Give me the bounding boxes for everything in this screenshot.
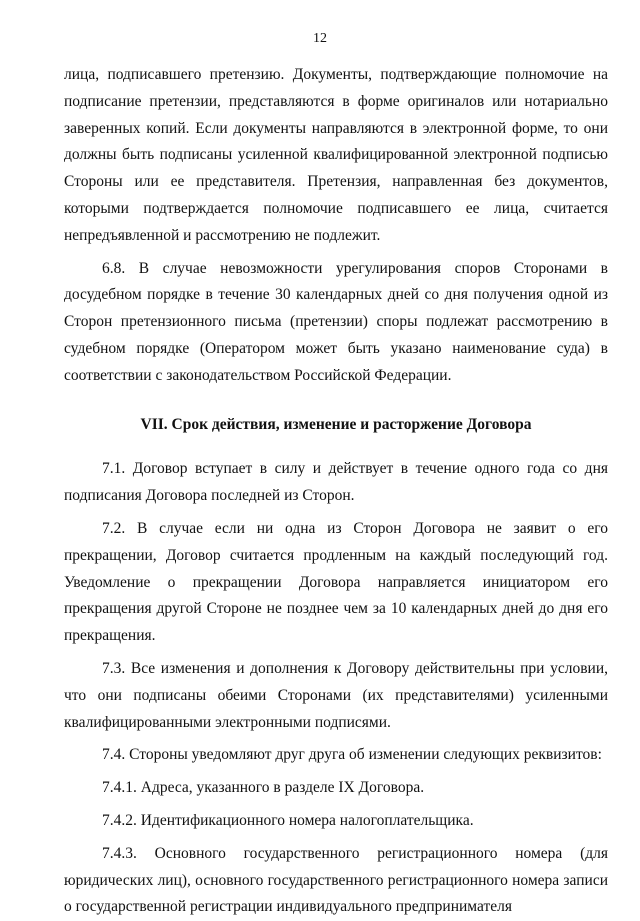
section-heading-vii: VII. Срок действия, изменение и расторжение Договора <box>140 415 532 433</box>
paragraph-6-8: 6.8. В случае невозможности урегулирования споров Сторонами в досудебном порядке в течение 30 календарных дней со дня получения одной из Сторон претензионного письма (претензии) споры подлежат рассмотрению в судебном порядке (Оператором может быть указано наименование суда) в соответствии с законодательством Российской Федерации. <box>64 259 608 384</box>
paragraph-7-4-2: 7.4.2. Идентификационного номера налогоплательщика. <box>102 811 474 829</box>
document-body <box>64 62 608 921</box>
paragraph-continuation: лица, подписавшего претензию. Документы, подтверждающие полномочие на подписание претензии, представляются в форме оригиналов или нотариально заверенных копий. Если документы направляются в электронной форме, то они должны быть подписаны усиленной квалифицированной электронной подписью Стороны или ее представителя. Претензия, направленная без документов, которыми подтверждается полномочие подписавшего ее лица, считается непредъявленной и рассмотрению не подлежит. <box>64 66 608 244</box>
paragraph-7-1: 7.1. Договор вступает в силу и действует в течение одного года со дня подписания Договора последней из Сторон. <box>64 460 608 505</box>
paragraph-7-4: 7.4. Стороны уведомляют друг друга об изменении следующих реквизитов: <box>102 746 602 764</box>
paragraph-7-3: 7.3. Все изменения и дополнения к Договору действительны при условии, что они подписаны обеими Сторонами (их представителями) усиленными квалифицированными электронными подписями. <box>64 659 608 731</box>
paragraph-7-2: 7.2. В случае если ни одна из Сторон Договора не заявит о его прекращении, Договор считается продленным на каждый последующий год. Уведомление о прекращении Договора направляется инициатором его прекращения другой Стороне не позднее чем за 10 календарных дней до дня его прекращения. <box>64 519 608 645</box>
page-number: 12 <box>313 31 327 46</box>
paragraph-7-4-3: 7.4.3. Основного государственного регистрационного номера (для юридических лиц), основного государственного регистрационного номера записи о государственной регистрации индивидуального предпринимателя <box>64 844 608 916</box>
paragraph-7-4-1: 7.4.1. Адреса, указанного в разделе IX Договора. <box>102 779 425 797</box>
